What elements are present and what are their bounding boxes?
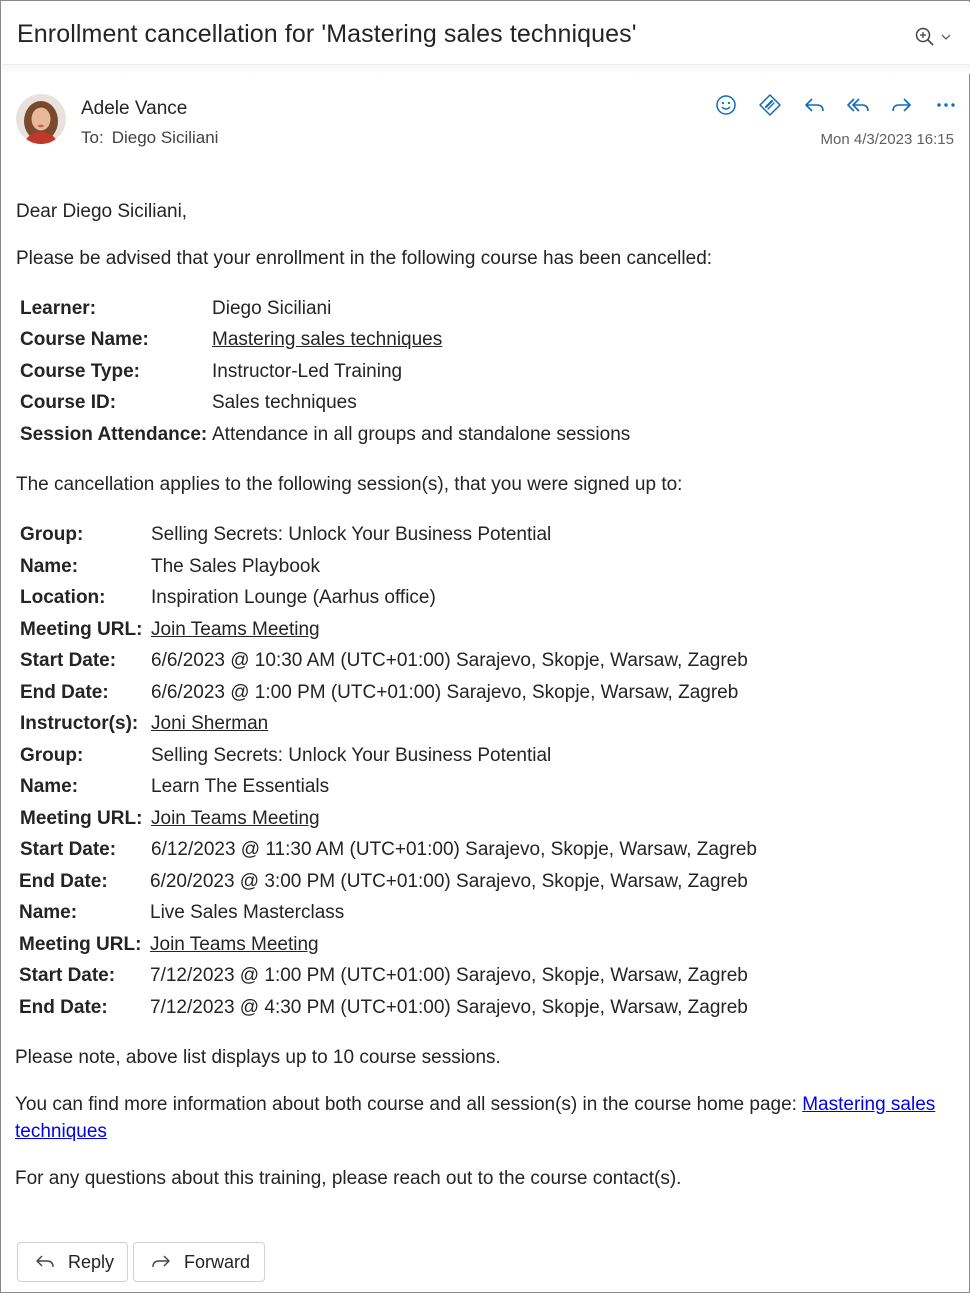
more-info-paragraph	[15, 1091, 945, 1145]
sender-photo	[16, 94, 66, 144]
message-actions	[704, 91, 968, 119]
field-label: Meeting URL:	[19, 934, 142, 955]
forward-icon	[891, 94, 913, 116]
forward-label: Forward	[184, 1251, 251, 1272]
field-label: Meeting URL:	[20, 619, 143, 640]
field-value: Sales techniques	[212, 392, 357, 413]
field-label: Learner:	[20, 298, 97, 319]
field-label: Location:	[20, 587, 106, 608]
email-subject: Enrollment cancellation for 'Mastering sales techniques'	[17, 20, 637, 48]
field-label: Group:	[20, 524, 84, 545]
more-info-text: You can find more information about both course and all session(s) in the course home page:	[15, 1094, 797, 1115]
sender-name[interactable]: Adele Vance	[81, 98, 188, 119]
reply-icon	[34, 1252, 56, 1272]
field-label: Start Date:	[19, 965, 116, 986]
field-label: Name:	[20, 556, 79, 577]
field-value: Instructor-Led Training	[212, 361, 403, 382]
instructor-link[interactable]: Joni Sherman	[151, 713, 269, 734]
note-text: Please note, above list displays up to 10 course sessions.	[15, 1047, 501, 1068]
reply-all-icon	[846, 94, 870, 116]
chevron-down-icon	[940, 31, 952, 43]
course-link[interactable]: Mastering sales techniques	[212, 329, 443, 350]
field-label: Instructor(s):	[20, 713, 139, 734]
subject-bar	[2, 2, 970, 64]
header-divider	[2, 64, 970, 74]
field-label: Start Date:	[20, 839, 117, 860]
field-value: Diego Siciliani	[212, 298, 332, 319]
field-value: 6/6/2023 @ 1:00 PM (UTC+01:00) Sarajevo, Skopje, Warsaw, Zagreb	[151, 682, 739, 703]
field-label: Course ID:	[20, 392, 117, 413]
field-label: End Date:	[19, 997, 108, 1018]
join-teams-meeting-link[interactable]: Join Teams Meeting	[151, 619, 320, 640]
more-icon	[936, 102, 956, 108]
field-value: Live Sales Masterclass	[150, 902, 345, 923]
zoom-in-icon	[914, 26, 936, 48]
field-value: 7/12/2023 @ 4:30 PM (UTC+01:00) Sarajevo, Skopje, Warsaw, Zagreb	[150, 997, 748, 1018]
to-label: To:	[81, 128, 104, 147]
field-value: 6/20/2023 @ 3:00 PM (UTC+01:00) Sarajevo, Skopje, Warsaw, Zagreb	[150, 871, 748, 892]
field-value: 6/6/2023 @ 10:30 AM (UTC+01:00) Sarajevo, Skopje, Warsaw, Zagreb	[151, 650, 748, 671]
field-label: Meeting URL:	[20, 808, 143, 829]
recipient-line	[81, 128, 218, 148]
field-value: Inspiration Lounge (Aarhus office)	[151, 587, 436, 608]
field-label: Session Attendance:	[20, 424, 208, 445]
field-label: End Date:	[19, 871, 108, 892]
loop-button[interactable]	[748, 91, 792, 119]
course-home-link[interactable]: Mastering sales techniques	[15, 1094, 936, 1142]
field-label: Group:	[20, 745, 84, 766]
forward-button[interactable]	[133, 1242, 265, 1282]
loop-icon	[758, 93, 782, 117]
forward-icon	[150, 1252, 172, 1272]
recipient-name[interactable]: Diego Siciliani	[111, 128, 219, 147]
field-value: Attendance in all groups and standalone sessions	[212, 424, 631, 445]
forward-icon-button[interactable]	[880, 91, 924, 119]
avatar[interactable]	[16, 94, 66, 144]
react-button[interactable]	[704, 91, 748, 119]
field-label: End Date:	[20, 682, 109, 703]
reply-icon	[803, 94, 825, 116]
greeting: Dear Diego Siciliani,	[16, 201, 188, 222]
field-label: Start Date:	[20, 650, 117, 671]
join-teams-meeting-link[interactable]: Join Teams Meeting	[150, 934, 319, 955]
reply-all-button[interactable]	[836, 91, 880, 119]
more-actions-button[interactable]	[924, 91, 968, 119]
reply-button[interactable]	[17, 1242, 128, 1282]
field-label: Course Name:	[20, 329, 149, 350]
field-value: Selling Secrets: Unlock Your Business Potential	[151, 524, 552, 545]
intro-text: Please be advised that your enrollment in the following course has been cancelled:	[16, 248, 713, 269]
field-value: 7/12/2023 @ 1:00 PM (UTC+01:00) Sarajevo, Skopje, Warsaw, Zagreb	[150, 965, 748, 986]
join-teams-meeting-link[interactable]: Join Teams Meeting	[151, 808, 320, 829]
field-label: Course Type:	[20, 361, 141, 382]
zoom-control[interactable]	[914, 24, 958, 50]
emoji-icon	[715, 94, 737, 116]
questions-text: For any questions about this training, please reach out to the course contact(s).	[15, 1168, 682, 1189]
field-value: Selling Secrets: Unlock Your Business Potential	[151, 745, 552, 766]
field-value: 6/12/2023 @ 11:30 AM (UTC+01:00) Sarajevo, Skopje, Warsaw, Zagreb	[151, 839, 757, 860]
field-value: The Sales Playbook	[151, 556, 320, 577]
sessions-intro: The cancellation applies to the following session(s), that you were signed up to:	[16, 474, 683, 495]
reply-icon-button[interactable]	[792, 91, 836, 119]
field-label: Name:	[19, 902, 78, 923]
field-label: Name:	[20, 776, 79, 797]
field-value: Learn The Essentials	[151, 776, 330, 797]
sent-date: Mon 4/3/2023 16:15	[820, 131, 954, 148]
reply-label: Reply	[68, 1251, 115, 1272]
